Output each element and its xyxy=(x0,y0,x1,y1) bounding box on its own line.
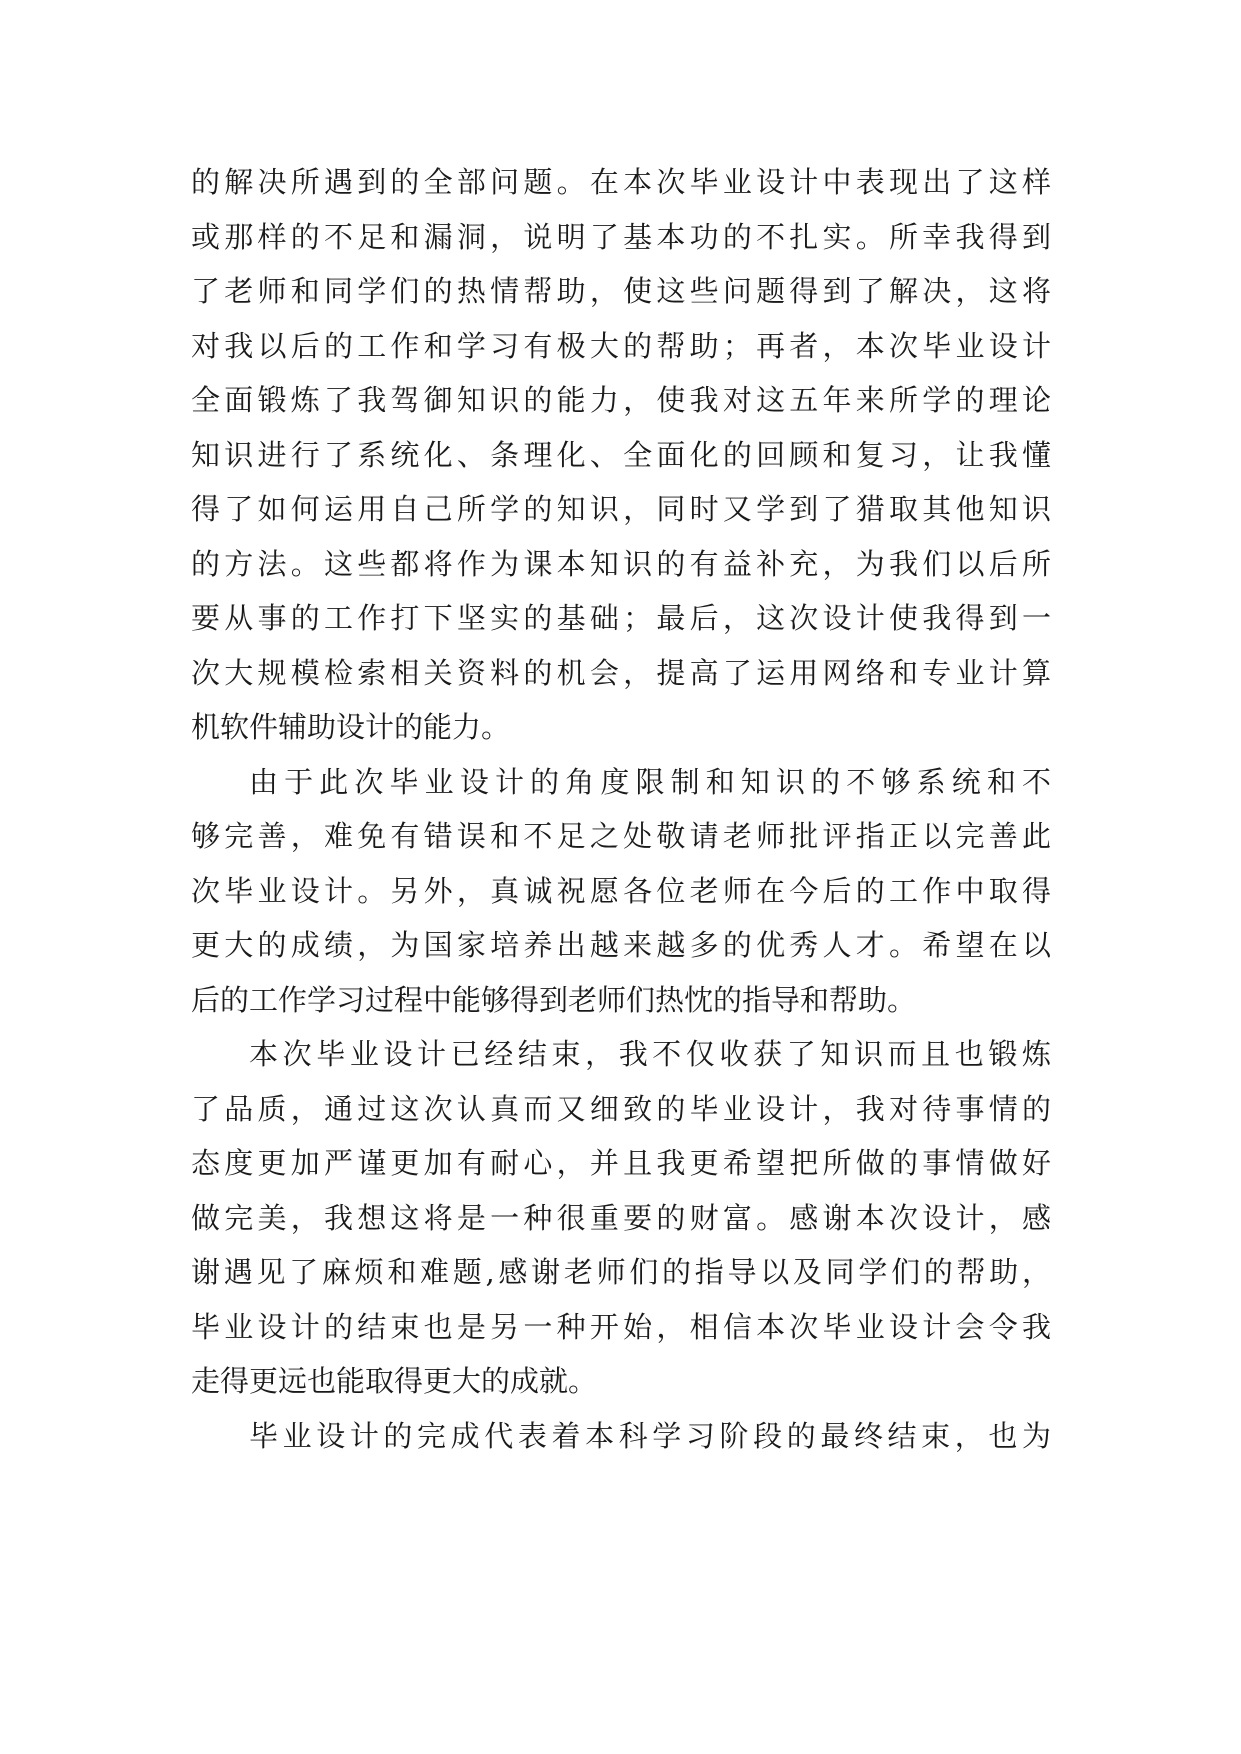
text-line: 全面锻炼了我驾御知识的能力，使我对这五年来所学的理论 xyxy=(191,383,1051,417)
paragraph xyxy=(191,1027,1051,1409)
text-line: 由于此次毕业设计的角度限制和知识的不够系统和不 xyxy=(249,764,1051,799)
document-body xyxy=(191,155,1051,1463)
text-line: 或那样的不足和漏洞，说明了基本功的不扎实。所幸我得到 xyxy=(191,219,1051,254)
text-line: 次毕业设计。另外，真诚祝愿各位老师在今后的工作中取得 xyxy=(191,873,1051,908)
text-line: 的解决所遇到的全部问题。在本次毕业设计中表现出了这样 xyxy=(191,165,1051,199)
text-line: 知识进行了系统化、条理化、全面化的回顾和复习，让我懂 xyxy=(191,437,1051,472)
text-line: 要从事的工作打下坚实的基础；最后，这次设计使我得到一 xyxy=(191,601,1051,635)
paragraph xyxy=(191,155,1051,755)
text-line: 后的工作学习过程中能够得到老师们热忱的指导和帮助。 xyxy=(191,982,917,1017)
text-line: 态度更加严谨更加有耐心，并且我更希望把所做的事情做好 xyxy=(191,1146,1051,1180)
text-line: 次大规模检索相关资料的机会，提高了运用网络和专业计算 xyxy=(191,655,1051,690)
text-line: 本次毕业设计已经结束，我不仅收获了知识而且也锻炼 xyxy=(249,1037,1051,1071)
text-line: 谢遇见了麻烦和难题,感谢老师们的指导以及同学们的帮助， xyxy=(191,1255,1051,1289)
text-line: 够完善，难免有错误和不足之处敬请老师批评指正以完善此 xyxy=(191,819,1051,853)
text-line: 走得更远也能取得更大的成就。 xyxy=(191,1364,598,1398)
text-line: 做完美，我想这将是一种很重要的财富。感谢本次设计，感 xyxy=(191,1200,1051,1235)
text-line: 机软件辅助设计的能力。 xyxy=(191,710,511,744)
text-line: 毕业设计的结束也是另一种开始，相信本次毕业设计会令我 xyxy=(191,1309,1051,1344)
text-line: 毕业设计的完成代表着本科学习阶段的最终结束，也为 xyxy=(249,1418,1051,1453)
text-line: 得了如何运用自己所学的知识，同时又学到了猎取其他知识 xyxy=(191,492,1051,526)
paragraph xyxy=(191,755,1051,1028)
paragraph xyxy=(191,1409,1051,1464)
text-line: 对我以后的工作和学习有极大的帮助；再者，本次毕业设计 xyxy=(191,328,1051,363)
text-line: 了老师和同学们的热情帮助，使这些问题得到了解决，这将 xyxy=(191,274,1051,308)
text-line: 更大的成绩，为国家培养出越来越多的优秀人才。希望在以 xyxy=(191,928,1051,962)
text-line: 的方法。这些都将作为课本知识的有益补充，为我们以后所 xyxy=(191,546,1051,581)
text-line: 了品质，通过这次认真而又细致的毕业设计，我对待事情的 xyxy=(191,1091,1051,1126)
